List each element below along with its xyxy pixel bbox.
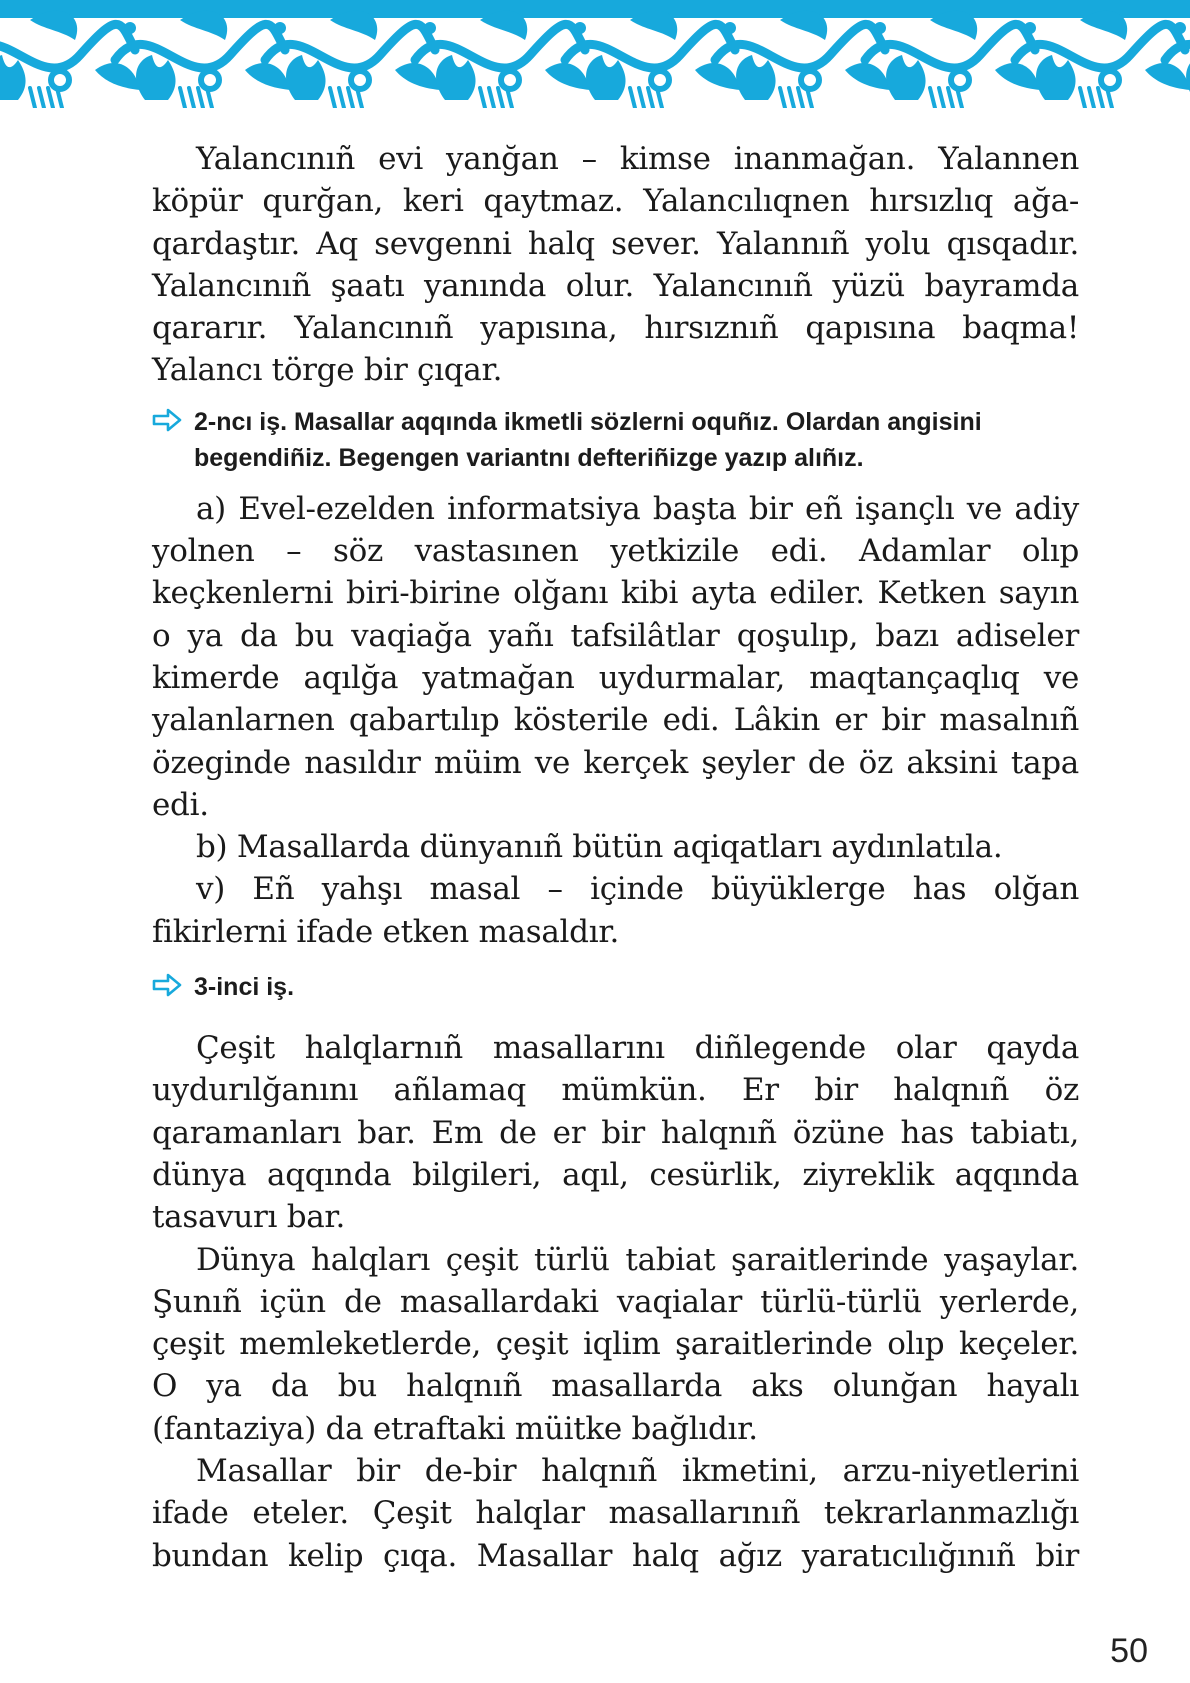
ornament-motif: [939, 88, 944, 108]
ornament-motif: [436, 55, 475, 100]
page-number: 50: [1110, 1632, 1148, 1670]
ornament-motif: [48, 88, 53, 108]
ornament-motif: [1080, 88, 1085, 108]
ornament-motif: [865, 24, 1035, 68]
variant-a: a) Evel-ezelden informatsiya başta bir eñ işançlı ve adiy yolnen – söz vastasınen yetkizile edi. Adamlar olıp keçkenlerni biri-birine olğanı kibi ayta ediler. Ketken sayın o ya da bu vaqiağa yañı tafsilâtlar qoşulıp, bazı adiseler kimerde aqılğa yatmağan uydurmalar, maqtançaqlıq ve yalanlarnen qabartılıp kösterile edi. Lâkin er bir masalnıñ özeginde nasıldır müim ve kerçek şeyler de öz aksini tapa edi.: [152, 490, 1079, 823]
ornament-motif: [489, 88, 494, 108]
text-paragraph-2: Dünya halqları çeşit türlü tabiat şaraitlerinde yaşaylar. Şunıñ içün de masallardaki vaqialar türlü-türlü yerlerde, çeşit memleketlerde, çeşit iqlim şaraitlerinde olıp keçeler. O ya da bu halqnıñ masallarda aks olunğan hayalı (fantaziya) da etraftaki müitke bağlıdır.: [152, 1241, 1079, 1447]
ornament-motif: [886, 55, 925, 100]
ornament-motif: [1024, 22, 1036, 34]
ornament-motif: [330, 88, 335, 108]
ornament-motif: [189, 88, 194, 108]
ornament-motif: [501, 71, 519, 89]
ornament-motif: [198, 88, 203, 108]
ornament-motif: [574, 22, 586, 34]
ornament-motif: [736, 55, 775, 100]
text-paragraph-3: Masallar bir de-bir halqnıñ ikmetini, arzu-niyetlerini ifade eteler. Çeşit halqlar masallarınıñ tekrarlanmazlığı bundan kelip çıqa. Masallar halq ağız yaratıcılığınıñ bir: [152, 1453, 1079, 1574]
ornament-motif: [351, 71, 369, 89]
ornament-motif: [245, 63, 290, 90]
ornament-motif: [1145, 63, 1190, 90]
ornament-motif: [0, 55, 26, 100]
proverbs-paragraph: Yalancınıñ evi yanğan – kimse inanmağan. Yalannen köpür qurğan, keri qaytmaz. Yalancılıqnen hırsızlıq ağa-qardaştır. Aq sevgenni halq sever. Yalannıñ yolu qısqadır. Yalancınıñ şaatı yanında olur. Yalancınıñ yüzü bayramda qararır. Yalancınıñ yapısına, hırsıznıñ qapısına baqma! Yalancı törge bir çıqar.: [152, 141, 1079, 389]
ornament-motif: [201, 71, 219, 89]
ornament-motif: [348, 88, 353, 108]
ornament-motif: [874, 22, 886, 34]
ornament-motif: [630, 88, 635, 108]
page-content: [152, 138, 1079, 1577]
ornament-motif: [1174, 22, 1186, 34]
ornament-motif: [930, 88, 935, 108]
ornament-motif: [415, 24, 585, 68]
ornament-motif: [798, 88, 803, 108]
ornament-motif: [286, 55, 325, 100]
ornament-motif: [545, 63, 590, 90]
floral-ornament-header: [0, 0, 1190, 108]
ornament-motif: [136, 55, 175, 100]
ornament-motif: [1098, 88, 1103, 108]
ornament-motif: [801, 71, 819, 89]
ornament-motif: [648, 88, 653, 108]
ornament-motif: [1089, 88, 1094, 108]
ornament-motif: [95, 63, 140, 90]
task-2-number: 2-ncı iş.: [194, 407, 288, 436]
ornament-motif: [480, 88, 485, 108]
ornament-motif: [724, 22, 736, 34]
ornament-motif: [0, 0, 1190, 18]
task-2-text: Masallar aqqında ikmetli sözlerni oquñız. Olardan angisini begendiñiz. Begengen variantnı defteriñizge yazıp alıñız.: [194, 407, 982, 472]
ornament-motif: [498, 88, 503, 108]
task-2-heading: [152, 404, 1079, 476]
ornament-motif: [651, 71, 669, 89]
arrow-right-outline-icon: [152, 973, 182, 997]
ornament-motif: [845, 63, 890, 90]
task-3-heading: [152, 969, 1079, 1005]
ornament-motif: [124, 22, 136, 34]
ornament-motif: [274, 22, 286, 34]
ornament-motif: [715, 24, 885, 68]
ornament-motif: [30, 88, 35, 108]
variant-b: b) Masallarda dünyanıñ bütün aqiqatları aydınlatıla.: [196, 829, 1003, 866]
ornament-motif: [265, 24, 435, 68]
ornament-motif: [586, 55, 625, 100]
ornament-motif: [1101, 71, 1119, 89]
ornament-motif: [565, 24, 735, 68]
ornament-motif: [995, 63, 1040, 90]
text-paragraph-1: Çeşit halqlarnıñ masallarını diñlegende olar qayda uydurılğanını añlamaq mümkün. Er bir halqnıñ öz qaramanları bar. Em de er bir halqnıñ özüne has tabiatı, dünya aqqında bilgileri, aqıl, cesürlik, ziyreklik aqqında tasavurı bar.: [152, 1030, 1079, 1236]
ornament-motif: [948, 88, 953, 108]
ornament-motif: [1015, 24, 1185, 68]
variant-v: v) Eñ yahşı masal – içinde büyüklerge has olğan fikirlerni ifade etken masaldır.: [152, 871, 1079, 950]
ornament-motif: [115, 24, 285, 68]
ornament-motif: [1036, 55, 1075, 100]
task-3-number: 3-inci iş.: [194, 973, 295, 1002]
ornament-motif: [180, 88, 185, 108]
ornament-motif: [1186, 55, 1190, 100]
ornament-motif: [695, 63, 740, 90]
ornament-motif: [339, 88, 344, 108]
arrow-right-outline-icon: [152, 408, 182, 432]
ornament-motif: [424, 22, 436, 34]
ornament-motif: [51, 71, 69, 89]
ornament-motif: [789, 88, 794, 108]
ornament-motif: [395, 63, 440, 90]
ornament-motif: [780, 88, 785, 108]
ornament-motif: [639, 88, 644, 108]
ornament-motif: [951, 71, 969, 89]
ornament-motif: [39, 88, 44, 108]
